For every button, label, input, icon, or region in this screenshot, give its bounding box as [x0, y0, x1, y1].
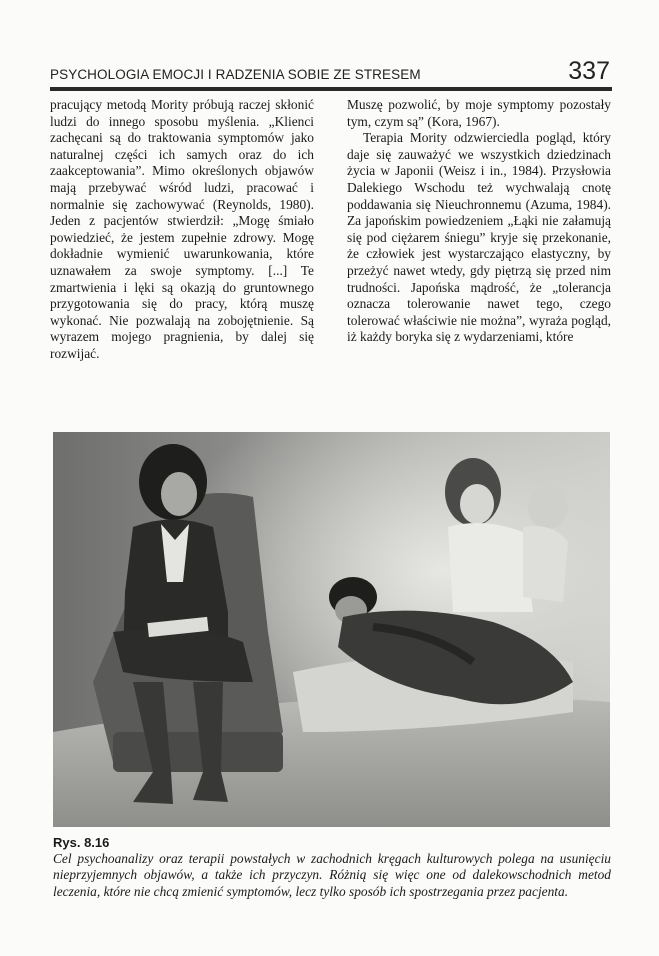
paragraph: Muszę pozwolić, by moje symptomy pozostały tym, czym są” (Kora, 1967). [347, 97, 611, 129]
figure-caption: Cel psychoanalizy oraz terapii powstałych w zachodnich kręgach kulturowych polega na usunięciu nieprzyjemnych objawów, a także ich przyczyn. Różnią się więc one od dalekowschodnich metod leczenia, które nie chcą zmienić symptomów, lecz tylko sposób ich spostrzegania przez pacjenta. [53, 851, 611, 899]
page-number: 337 [568, 57, 610, 85]
text-column-left [50, 97, 314, 363]
therapy-session-photo [53, 432, 610, 827]
running-title: PSYCHOLOGIA EMOCJI I RADZENIA SOBIE ZE STRESEM [50, 67, 421, 82]
figure-label: Rys. 8.16 [53, 835, 110, 850]
header-rule [50, 87, 612, 91]
figure-photo [53, 432, 610, 827]
paragraph: pracujący metodą Mority próbują raczej skłonić ludzi do innego sposobu myślenia. „Klienci zachęcani są do traktowania symptomów jako naturalnej części ich samych oraz do ich zaakceptowania”. Mimo określonych objawów mają przebywać wśród ludzi, pracować i normalnie się zachowywać (Reynolds, 1980). Jeden z pacjentów stwierdził: „Mogę śmiało powiedzieć, że jestem zupełnie zdrowy. Mogę dokładnie wymienić uwarunkowania, które uznawałem za swoje symptomy. [...] Te zmartwienia i lęki są okazją do gruntownego przygotowania się do pracy, którą muszę wykonać. Nie pozwalają na zobojętnienie. Są wyrazem mojego pragnienia, by dalej się rozwijać. [50, 97, 314, 361]
paragraph: Terapia Mority odzwierciedla pogląd, który daje się zauważyć we wszystkich dziedzinach życia w Japonii (Weisz i in., 1984). Przysłowia Dalekiego Wschodu też wychwalają cnotę poddawania się Nieuchronnemu (Azuma, 1984). Za japońskim powiedzeniem „Łąki nie załamują się pod ciężarem śniegu” kryje się przekonanie, że człowiek jest wystarczająco elastyczny, by przeżyć nawet wtedy, gdy piętrzą się przed nim trudności. Japońska mądrość, że „tolerancja oznacza tolerowanie nawet tego, czego tolerować właściwie nie można”, wyraża pogląd, iż każdy boryka się z wydarzeniami, które [347, 130, 611, 345]
text-column-right [347, 97, 611, 346]
page-header [50, 57, 610, 88]
